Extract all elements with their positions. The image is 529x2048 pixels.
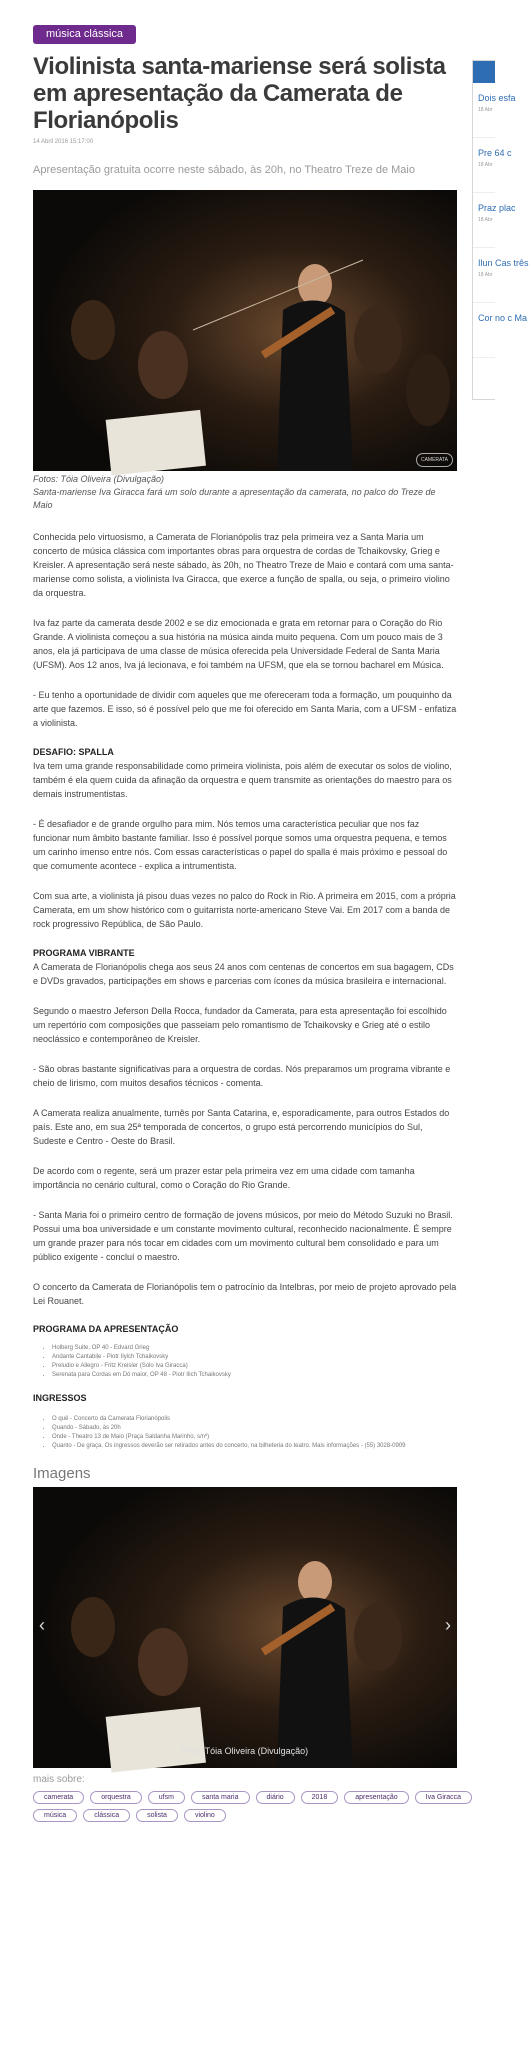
- sidebar-news-title[interactable]: Praz plac: [478, 203, 516, 213]
- program-item: • Serenata para Cordas em Dó maior, OP 48 - Piotr Ilich Tchaikovsky: [52, 1371, 457, 1380]
- gallery-photo-illustration: [33, 1487, 457, 1768]
- sidebar-news-title[interactable]: Pre 64 c: [478, 148, 512, 158]
- article-paragraph: - É desafiador e de grande orgulho para mim. Nós temos uma característica peculiar que nos faz funcionar num âmbito bastante familiar. Isso é possível porque somos uma orquestra pequena, e temos um carinho imenso entre nós. Com essas características o papel do spalla é mais próximo e pessoal do que comumente acontece - explica a intrumentista.: [33, 819, 448, 871]
- ingressos-item: • Quando - Sábado, às 20h: [52, 1424, 457, 1433]
- tags-label: mais sobre:: [33, 1774, 85, 1785]
- article-paragraph: Iva faz parte da camerata desde 2002 e se diz emocionada e grata em retornar para o Coração do Rio Grande. A violinista começou a sua história na música ainda muito pequena. Com um pouco mais de 3 anos, ela já participava de uma classe de música oferecida pela Universidade Federal de Santa Maria (UFSM). Aos 12 anos, Iva já lecionava, e foi também na UFSM, que ela se tornou bacharel em Música.: [33, 618, 444, 670]
- gallery-title: Imagens: [33, 1465, 91, 1482]
- tag-link[interactable]: ufsm: [148, 1791, 185, 1804]
- ingressos-item: • Onde - Theatro 13 de Maio (Praça Saldanha Marinho, s/nº): [52, 1433, 457, 1442]
- sidebar-news-date: 18 Abr: [478, 162, 493, 168]
- section-heading-desafio: DESAFIO: SPALLA: [33, 747, 114, 757]
- article-date: 14 Abril 2016 15:17:00: [33, 139, 94, 145]
- ingressos-heading: INGRESSOS: [33, 1393, 87, 1403]
- tag-list: [33, 1791, 493, 1822]
- article-subtitle: Apresentação gratuita ocorre neste sábado, às 20h, no Theatro Treze de Maio: [33, 164, 415, 176]
- tag-link[interactable]: apresentação: [344, 1791, 408, 1804]
- section-heading-programa: PROGRAMA VIBRANTE: [33, 948, 135, 958]
- article-paragraph: O concerto da Camerata de Florianópolis tem o patrocínio da Intelbras, por meio de projeto aprovado pela Lei Rouanet.: [33, 1282, 457, 1306]
- article-paragraph: - Eu tenho a oportunidade de dividir com aqueles que me ofereceram toda a formação, um pouquinho da arte que fazemos. E isso, só é possível pelo que me foi oferecido em Santa Maria, com a UFSM - enfatiza a violinista.: [33, 690, 457, 728]
- sidebar-news-date: 18 Abr: [478, 107, 493, 113]
- article-body: [33, 530, 457, 1451]
- article-main: [33, 24, 462, 1822]
- gallery-prev-icon[interactable]: ‹: [39, 1615, 45, 1635]
- image-gallery: [33, 1487, 457, 1768]
- program-item: • Holberg Suite, OP 40 - Edvard Grieg: [52, 1344, 457, 1353]
- photo-credit: Fotos: Tóia Oliveira (Divulgação): [33, 474, 165, 484]
- article-title: Violinista santa-mariense será solista em apresentação da Camerata de Florianópolis: [33, 53, 446, 134]
- sidebar-news-date: 18 Abr: [478, 217, 493, 223]
- photo-caption: [33, 473, 457, 512]
- program-item: • Preludio e Allegro - Fritz Kreisler (Solo Iva Giracca): [52, 1362, 457, 1371]
- tag-link[interactable]: 2018: [301, 1791, 339, 1804]
- tag-link[interactable]: violino: [184, 1809, 226, 1822]
- tag-link[interactable]: orquestra: [90, 1791, 142, 1804]
- sidebar-news-title[interactable]: Dois esfa: [478, 93, 516, 103]
- photo-caption-text: Santa-mariense Iva Giracca fará um solo durante a apresentação da camerata, no palco do Treze de Maio: [33, 487, 436, 510]
- sidebar-news-title[interactable]: Cor no c Ma: [478, 313, 528, 323]
- camerata-watermark: CAMERATA: [416, 453, 453, 467]
- gallery-credit: Foto: Tóia Oliveira (Divulgação): [181, 1746, 309, 1756]
- article-photo: [33, 190, 457, 471]
- tag-link[interactable]: Iva Giracca: [415, 1791, 472, 1804]
- ingressos-list: [33, 1415, 457, 1451]
- article-paragraph: De acordo com o regente, será um prazer estar pela primeira vez em uma cidade com tamanha importância no cenário cultural, como o Coração do Rio Grande.: [33, 1166, 415, 1190]
- sidebar-news-date: 18 Abr: [478, 272, 493, 278]
- tag-link[interactable]: clássica: [83, 1809, 130, 1822]
- program-heading: PROGRAMA DA APRESENTAÇÃO: [33, 1324, 179, 1334]
- sidebar-news-item[interactable]: [473, 248, 529, 303]
- sidebar-news-item[interactable]: [473, 303, 528, 358]
- sidebar-news-title[interactable]: Ilun Cas três: [478, 258, 529, 268]
- tag-link[interactable]: santa maria: [191, 1791, 250, 1804]
- gallery-next-icon[interactable]: ›: [445, 1615, 451, 1635]
- article-paragraph: A Camerata realiza anualmente, turnês por Santa Catarina, e, esporadicamente, para outros Estados do país. Este ano, em sua 25ª temporada de concertos, o grupo está percorrendo municípios do Sul, Sudeste e Centro - Oeste do Brasil.: [33, 1108, 450, 1146]
- article-paragraph: Com sua arte, a violinista já pisou duas vezes no palco do Rock in Rio. A primeira em 2015, com a própria Camerata, em um show histórico com o guitarrista norte-americano Steve Vai. Em 2017 com a banda de rock progressivo República, de São Paulo.: [33, 891, 456, 929]
- tag-link[interactable]: solista: [136, 1809, 178, 1822]
- article-paragraph: Segundo o maestro Jeferson Della Rocca, fundador da Camerata, para esta apresentação foi escolhido um repertório com composições que passeiam pelo romantismo de Tchaikovsky e Grieg até o estilo neoclássico e contemporâneo de Kreisler.: [33, 1006, 447, 1044]
- article-paragraph: - Santa Maria foi o primeiro centro de formação de jovens músicos, por meio do Método Suzuki no Brasil. Possui uma boa universidade e um constante movimento cultural, reconhecido nacionalmente. É sempre um grande prazer para nós tocar em cidades com um movimento cultural bem consolidado e para um público exigente - concluí o maestro.: [33, 1210, 453, 1262]
- program-list: [33, 1344, 457, 1380]
- ingressos-item: • Quanto - De graça. Os ingressos deverão ser retirados antes do concerto, na bilheteria do teatro. Mais informações - (55) 3028-0909: [52, 1442, 457, 1451]
- sidebar-news-item[interactable]: [473, 193, 516, 248]
- concert-photo-illustration: [33, 190, 457, 471]
- program-item: • Andante Cantabile - Piotr Ilyich Tchaikovsky: [52, 1353, 457, 1362]
- category-badge[interactable]: música clássica: [33, 25, 136, 44]
- tag-link[interactable]: diário: [256, 1791, 295, 1804]
- article-paragraph: - São obras bastante significativas para a orquestra de cordas. Nós preparamos um programa vibrante e cheio de lirismo, com muitos desafios técnicos - comenta.: [33, 1064, 451, 1088]
- article-paragraph: Iva tem uma grande responsabilidade como primeira violinista, pois além de executar os solos de violino, também é ela quem cuida da afinação da orquestra e quem transmite as orientações do maestro para os demais instrumentistas.: [33, 761, 452, 799]
- tag-link[interactable]: camerata: [33, 1791, 84, 1804]
- ingressos-item: • O quê - Concerto da Camerata Florianópolis: [52, 1415, 457, 1424]
- tag-link[interactable]: música: [33, 1809, 77, 1822]
- sidebar-news-item[interactable]: [473, 138, 512, 193]
- sidebar-news-item[interactable]: [473, 83, 516, 138]
- article-paragraph: A Camerata de Florianópolis chega aos seus 24 anos com centenas de concertos em sua bagagem, CDs e DVDs gravados, participações em shows e parcerias com ícones da música brasileira e internacional.: [33, 962, 454, 986]
- sidebar-news: [472, 60, 529, 400]
- article-paragraph: Conhecida pelo virtuosismo, a Camerata de Florianópolis traz pela primeira vez a Santa Maria um concerto de música clássica com importantes obras para orquestra de cordas de Tchaikovsky, Grieg e Kreisler. A apresentação será neste sábado, às 20h, no Theatro Treze de Maio e contará com uma santa-mariense como solista, a violinista Iva Giracca, que exerce a função de spalla, ou seja, o primeiro violino da orquestra.: [33, 532, 454, 598]
- sidebar-header: [473, 61, 495, 83]
